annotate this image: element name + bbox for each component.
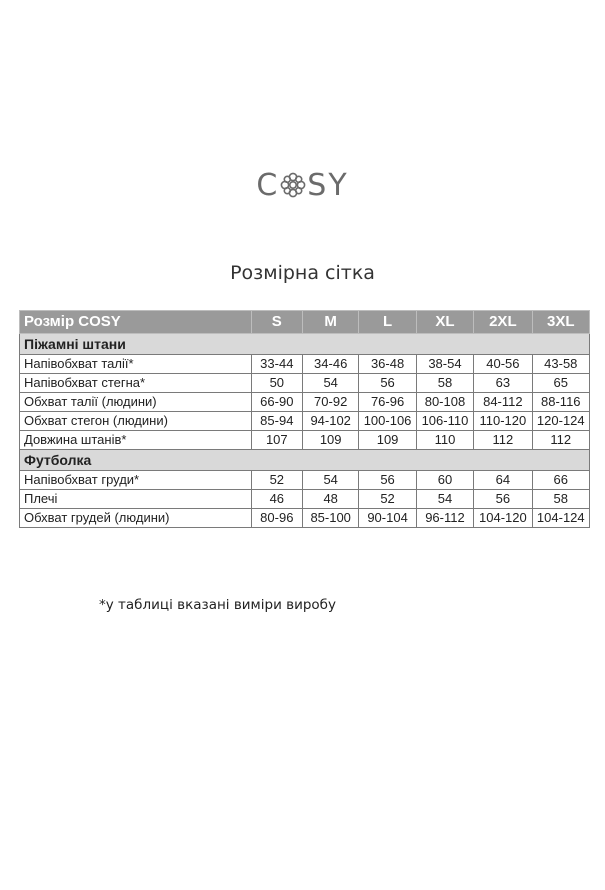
table-header-row (20, 311, 590, 334)
row-label: Напівобхват талії* (20, 355, 252, 374)
header-size-s: S (251, 311, 302, 334)
table-row (20, 431, 590, 450)
row-value-cell: 43-58 (532, 355, 589, 374)
row-value-cell: 54 (416, 490, 473, 509)
table-row (20, 490, 590, 509)
row-value-cell: 56 (359, 374, 416, 393)
row-value-cell: 90-104 (359, 509, 416, 528)
table-row (20, 509, 590, 528)
row-label: Плечі (20, 490, 252, 509)
table-row (20, 393, 590, 412)
row-value-cell: 33-44 (251, 355, 302, 374)
row-value-cell: 66-90 (251, 393, 302, 412)
row-value-cell: 112 (474, 431, 532, 450)
row-value-cell: 100-106 (359, 412, 416, 431)
page-title: Розмірна сітка (230, 262, 375, 284)
row-value-cell: 58 (416, 374, 473, 393)
row-value-cell: 48 (302, 490, 358, 509)
row-value-cell: 64 (474, 471, 532, 490)
row-value-cell: 109 (302, 431, 358, 450)
row-value-cell: 88-116 (532, 393, 589, 412)
row-value-cell: 46 (251, 490, 302, 509)
row-label: Довжина штанів* (20, 431, 252, 450)
row-value-cell: 76-96 (359, 393, 416, 412)
row-value-cell: 50 (251, 374, 302, 393)
row-value-cell: 109 (359, 431, 416, 450)
row-value-cell: 54 (302, 374, 358, 393)
header-size-3xl: 3XL (532, 311, 589, 334)
brand-logo (0, 168, 605, 203)
row-value-cell: 40-56 (474, 355, 532, 374)
row-value-cell: 56 (359, 471, 416, 490)
section-title: Піжамні штани (20, 334, 590, 355)
row-value-cell: 106-110 (416, 412, 473, 431)
footnote: *у таблиці вказані виміри виробу (99, 597, 337, 613)
row-value-cell: 85-100 (302, 509, 358, 528)
row-label: Обхват стегон (людини) (20, 412, 252, 431)
header-size-xl: XL (416, 311, 473, 334)
logo-text-left: C (256, 168, 280, 203)
section-title: Футболка (20, 450, 590, 471)
row-value-cell: 70-92 (302, 393, 358, 412)
row-value-cell: 60 (416, 471, 473, 490)
header-size-l: L (359, 311, 416, 334)
section-header-row (20, 334, 590, 355)
logo-text-right: SY (307, 168, 349, 203)
row-value-cell: 107 (251, 431, 302, 450)
row-value-cell: 80-108 (416, 393, 473, 412)
row-value-cell: 104-124 (532, 509, 589, 528)
row-value-cell: 96-112 (416, 509, 473, 528)
table-row (20, 355, 590, 374)
row-value-cell: 112 (532, 431, 589, 450)
row-label: Напівобхват стегна* (20, 374, 252, 393)
row-value-cell: 54 (302, 471, 358, 490)
table-row (20, 374, 590, 393)
row-value-cell: 52 (251, 471, 302, 490)
row-value-cell: 52 (359, 490, 416, 509)
table-row (20, 471, 590, 490)
row-value-cell: 63 (474, 374, 532, 393)
row-value-cell: 65 (532, 374, 589, 393)
row-value-cell: 94-102 (302, 412, 358, 431)
row-value-cell: 56 (474, 490, 532, 509)
size-table (19, 310, 590, 528)
row-label: Обхват талії (людини) (20, 393, 252, 412)
row-label: Обхват грудей (людини) (20, 509, 252, 528)
row-value-cell: 80-96 (251, 509, 302, 528)
row-value-cell: 84-112 (474, 393, 532, 412)
row-value-cell: 120-124 (532, 412, 589, 431)
table-row (20, 412, 590, 431)
row-label: Напівобхват груди* (20, 471, 252, 490)
section-header-row (20, 450, 590, 471)
row-value-cell: 58 (532, 490, 589, 509)
header-size-2xl: 2XL (474, 311, 532, 334)
row-value-cell: 110 (416, 431, 473, 450)
row-value-cell: 66 (532, 471, 589, 490)
header-size-m: M (302, 311, 358, 334)
flower-icon (279, 171, 307, 199)
row-value-cell: 34-46 (302, 355, 358, 374)
row-value-cell: 85-94 (251, 412, 302, 431)
row-value-cell: 38-54 (416, 355, 473, 374)
row-value-cell: 36-48 (359, 355, 416, 374)
row-value-cell: 104-120 (474, 509, 532, 528)
row-value-cell: 110-120 (474, 412, 532, 431)
header-size-label: Розмір COSY (20, 311, 252, 334)
